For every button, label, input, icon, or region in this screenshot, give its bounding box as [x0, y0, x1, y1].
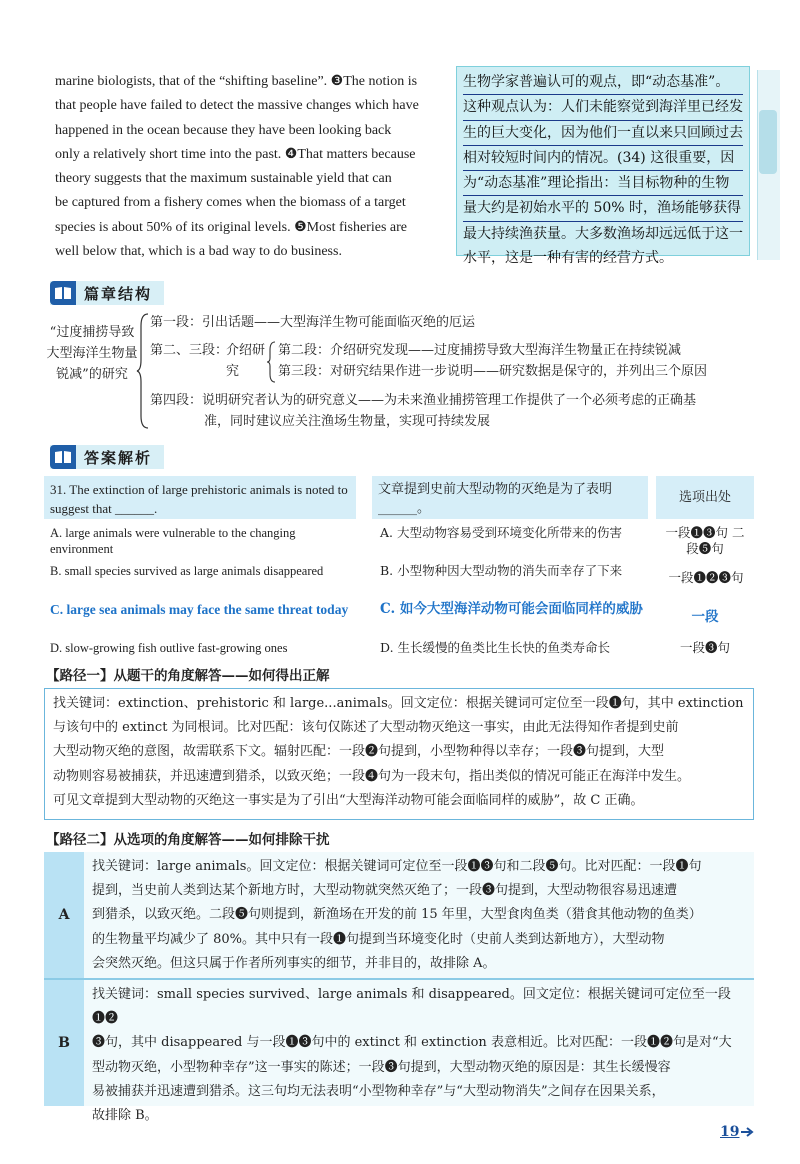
- question-stem-cn: 文章提到史前大型动物的灭绝是为了表明______。: [372, 476, 648, 519]
- passage-line: that people have failed to detect the massive changes which have: [55, 98, 419, 114]
- path1-box: [44, 688, 754, 820]
- book-icon: [50, 281, 76, 305]
- translation-line: 生物学家普遍认可的观点，即“动态基准”。: [463, 70, 743, 95]
- path1-line: 可见文章提到大型动物的灭绝这一事实是为了引出“大型海洋动物可能会面临同样的威胁”，故 C 正确。: [53, 792, 644, 808]
- translation-line: 水平，这是一种有害的经营方式。: [463, 250, 673, 267]
- option-a-en: A. large animals were vulnerable to the changing environment: [50, 526, 296, 556]
- translation-line: 量大约是初始水平的 50% 时，渔场能够获得: [463, 196, 743, 221]
- structure-title: 篇章结构: [84, 284, 153, 303]
- option-b-source: 一段❶❷❸句: [668, 570, 744, 585]
- structure-para23-label: 第二、三段：: [150, 343, 229, 358]
- translation-line: 为“动态基准”理论指出：当目标物种的生物: [463, 171, 743, 196]
- row-b-label: B: [44, 980, 84, 1106]
- structure-para2: 第二段：介绍研究发现——过度捕捞导致大型海洋生物量正在持续锐减: [278, 343, 682, 358]
- row-b-line: 易被捕获并迅速遭到猎杀。这三句均无法表明“小型物种幸存”与“大型动物消失”之间存在因果关系，: [92, 1083, 665, 1099]
- option-c-en: C. large sea animals may face the same threat today: [50, 602, 349, 617]
- row-b-line: 型动物灭绝，小型物种幸存”这一事实的陈述；一段❸句提到，大型动物灭绝的原因是：其生长缓慢容: [92, 1059, 671, 1075]
- row-a-label: A: [44, 852, 84, 978]
- row-a-text: [84, 852, 754, 978]
- brace-icon: [266, 340, 276, 384]
- path1-line: 大型动物灭绝的意图，故需联系下文。辐射匹配：一段❷句提到，小型物种得以幸存；一段❸句提到，大型: [53, 744, 665, 760]
- structure-para4-cont: 准，同时建议应关注渔场生物量，实现可持续发展: [204, 414, 491, 429]
- passage-line: happened in the ocean because they have been looking back: [55, 122, 392, 138]
- option-a-source: 一段❶❸句 二段❺句: [665, 525, 745, 556]
- option-d-cn: D. 生长缓慢的鱼类比生长快的鱼类寿命长: [380, 640, 611, 655]
- passage-line: be captured from a fishery comes when the biomass of a target: [55, 195, 406, 211]
- passage-text: [55, 70, 445, 264]
- option-a-cn: A. 大型动物容易受到环境变化所带来的伤害: [380, 525, 622, 540]
- row-b-line: 故排除 B。: [92, 1108, 158, 1124]
- row-a-line: 找关键词：large animals。回文定位：根据关键词可定位至一段❶❸句和二段❺句。比对匹配：一段❶句: [92, 859, 702, 874]
- option-d-en: D. slow-growing fish outlive fast-growing ones: [50, 641, 288, 655]
- path1-title: 【路径一】从题干的角度解答——如何得出正解: [46, 668, 330, 684]
- row-b-line: ❸句，其中 disappeared 与一段❶❸句中的 extinct 和 extinction 表意相近。比对匹配：一段❶❷句是对“大: [92, 1035, 732, 1051]
- option-b-cn: B. 小型物种因大型动物的消失而幸存了下来: [380, 563, 623, 578]
- passage-line: theory suggests that the maximum sustainable yield that can: [55, 171, 392, 187]
- passage-line: marine biologists, that of the “shifting baseline”. ❸The notion is: [55, 74, 418, 89]
- path1-line: 找关键词：extinction、prehistoric 和 large...animals。回文定位：根据关键词可定位至一段❶句，其中 extinction: [53, 696, 744, 711]
- translation-panel: [456, 66, 750, 267]
- brace-icon: [136, 312, 150, 430]
- row-a-line: 会突然灭绝。但这只属于作者所列事实的细节，并非目的，故排除 A。: [92, 955, 496, 971]
- passage-line: species is about 50% of its original levels. ❺Most fisheries are: [55, 219, 407, 235]
- path1-line: 动物则容易被捕获，并迅速遭到猎杀，以致灭绝；一段❹句为一段末句，指出类似的情况可能正在海洋中发生。: [53, 768, 691, 784]
- option-c-cn: C. 如今大型海洋动物可能会面临同样的威胁: [380, 601, 643, 617]
- row-b-text: [84, 980, 754, 1124]
- page-arrow-icon: [740, 1126, 758, 1138]
- structure-para23-mid: 介绍研究: [226, 343, 266, 379]
- passage-line: well below that, which is a bad way to do business.: [55, 244, 342, 260]
- row-b-line: 找关键词：small species survived、large animals 和 disappeared。回文定位：根据关键词可定位至一段❶❷: [92, 987, 731, 1027]
- structure-para4: 第四段：说明研究者认为的研究意义——为未来渔业捕捞管理工作提供了一个必须考虑的正确基: [150, 393, 697, 408]
- path1-line: 与该句中的 extinct 为同根词。比对匹配：该句仅陈述了大型动物灭绝这一事实，由此无法得知作者提到史前: [53, 720, 679, 736]
- translation-line: 生的巨大变化，因为他们一直以来只回顾过去: [463, 121, 743, 146]
- passage-line: only a relatively short time into the past. ❹That matters because: [55, 146, 416, 162]
- option-b-en: B. small species survived as large animals disappeared: [50, 564, 324, 578]
- answer-header: [50, 444, 164, 470]
- row-a-line: 的生物量平均减少了 80%。其中只有一段❶句提到当环境变化时（史前人类到达新地方），大型动物: [92, 931, 665, 947]
- option-c-source: 一段: [691, 609, 719, 625]
- structure-header: [50, 280, 164, 306]
- path2-title: 【路径二】从选项的角度解答——如何排除干扰: [46, 832, 330, 848]
- structure-topic: “过度捕捞导致大型海洋生物量锐减”的研究: [46, 325, 138, 382]
- option-d-source: 一段❸句: [679, 640, 730, 655]
- question-stem: 31. The extinction of large prehistoric animals is noted to suggest that ______.: [44, 476, 356, 519]
- translation-line: 相对较短时间内的情况。(34) 这很重要，因: [463, 146, 743, 171]
- translation-line: 这种观点认为：人们未能察觉到海洋里已经发: [463, 95, 743, 120]
- row-a-line: 到猎杀，以致灭绝。二段❺句则提到，新渔场在开发的前 15 年里，大型食肉鱼类（猎食其他动物的鱼类）: [92, 907, 702, 923]
- scrollbar-thumb[interactable]: [759, 110, 777, 174]
- page-number: 19: [720, 1124, 740, 1140]
- translation-line: 最大持续渔获量。大多数渔场却远远低于这一: [463, 225, 743, 242]
- structure-para3: 第三段：对研究结果作进一步说明——研究数据是保守的，并列出三个原因: [278, 364, 708, 379]
- book-icon: [50, 445, 76, 469]
- row-a-line: 提到，当史前人类到达某个新地方时，大型动物就突然灭绝了；一段❸句提到，大型动物很容易迅速遭: [92, 883, 678, 899]
- answer-title: 答案解析: [84, 448, 153, 467]
- structure-para1: 第一段：引出话题——大型海洋生物可能面临灭绝的厄运: [150, 315, 476, 330]
- source-header: 选项出处: [656, 476, 754, 519]
